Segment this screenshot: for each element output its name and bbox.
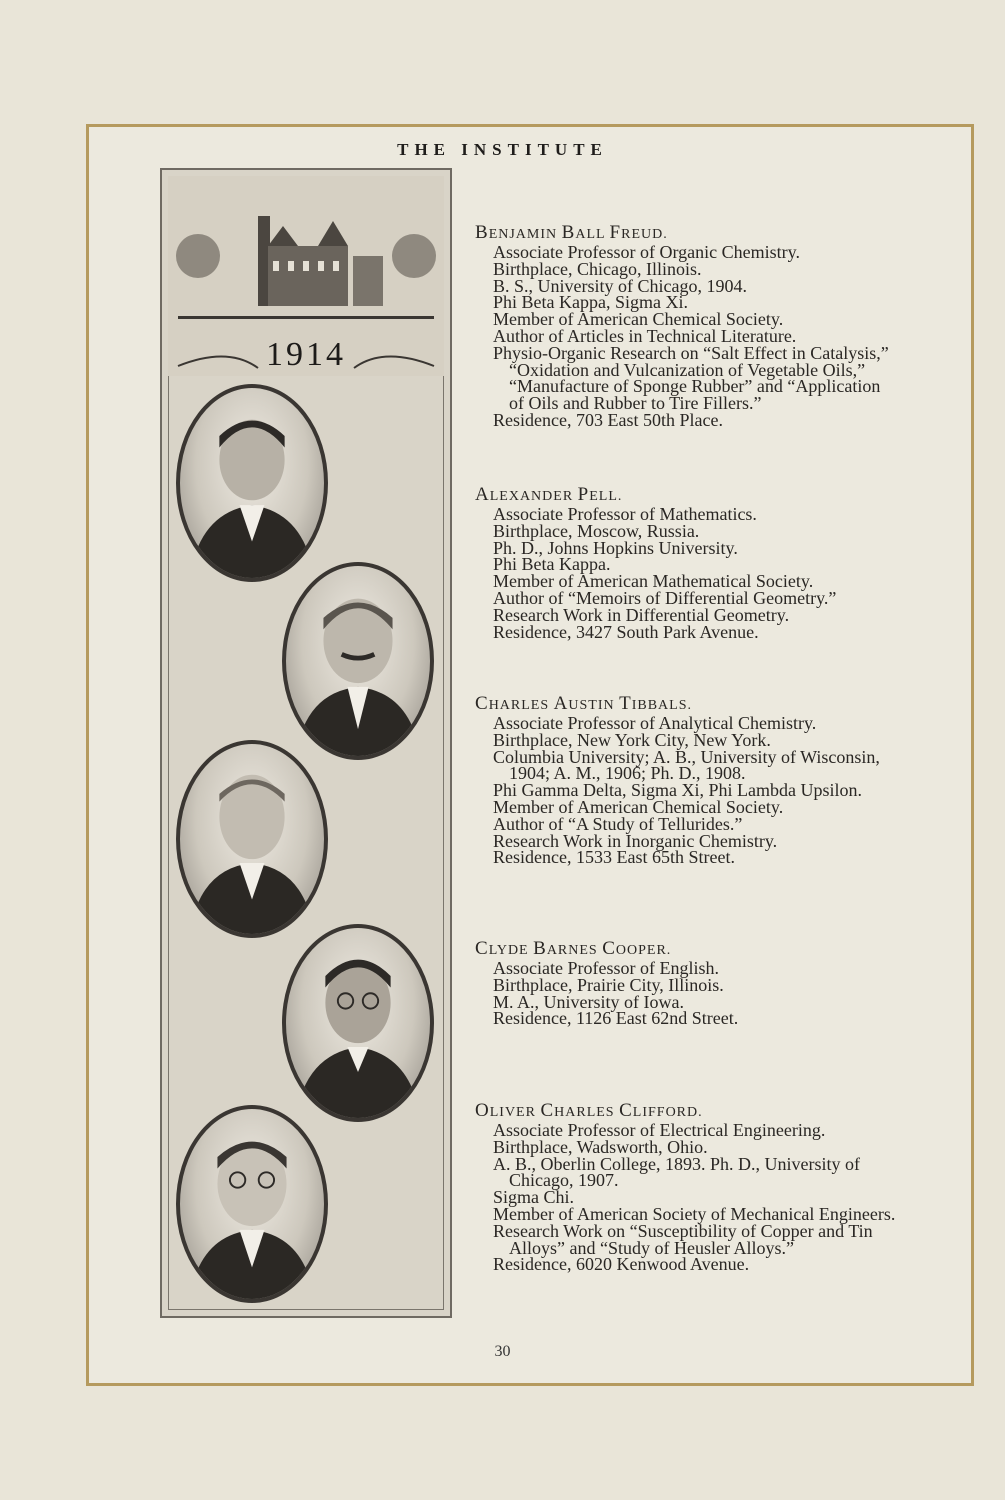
portrait-strip	[160, 168, 452, 1318]
entry-line: Research Work on “Susceptibility of Copper and Tin	[493, 1220, 873, 1241]
entry-line: Chicago, 1907.	[509, 1170, 619, 1191]
entry-line: Associate Professor of Mathematics.	[493, 504, 757, 524]
man-portrait-icon	[286, 566, 430, 756]
entry-name: CHARLES AUSTIN TIBBALS.	[475, 693, 693, 714]
entry-line: Author of Articles in Technical Literature.	[493, 325, 797, 346]
entry-line: Residence, 6020 Kenwood Avenue.	[493, 1254, 750, 1275]
year-label: 1914	[266, 336, 346, 373]
entry-line: Ph. D., Johns Hopkins University.	[493, 537, 738, 558]
entry-line: Member of American Chemical Society.	[493, 309, 784, 330]
page-number: 30	[494, 1343, 511, 1360]
entry-line: Research Work in Differential Geometry.	[493, 604, 790, 625]
entry-line: Member of American Society of Mechanical Engineers.	[493, 1203, 896, 1224]
entry-line: Physio-Organic Research on “Salt Effect in Catalysis,”	[493, 342, 889, 363]
entry-line: Author of “A Study of Tellurides.”	[493, 813, 743, 834]
entry-line: Phi Beta Kappa, Sigma Xi.	[493, 292, 688, 313]
entry-line: of Oils and Rubber to Tire Fillers.”	[509, 393, 762, 414]
campus-vignette	[168, 176, 444, 376]
portrait-tibbals	[176, 740, 328, 938]
entry-line: Phi Beta Kappa.	[493, 554, 611, 575]
entry-line: Associate Professor of English.	[493, 958, 719, 978]
entry-line: Birthplace, Chicago, Illinois.	[493, 258, 702, 279]
entry-line: Residence, 703 East 50th Place.	[493, 409, 723, 430]
running-head: THE INSTITUTE	[397, 140, 608, 159]
entry-line: Birthplace, Prairie City, Illinois.	[493, 974, 724, 995]
entry-line: “Oxidation and Vulcanization of Vegetable Oils,”	[509, 359, 866, 380]
entry-line: “Manufacture of Sponge Rubber” and “Application	[509, 376, 881, 397]
entry-line: Residence, 3427 South Park Avenue.	[493, 621, 759, 642]
man-portrait-icon	[180, 744, 324, 934]
entry-line: Residence, 1126 East 62nd Street.	[493, 1008, 739, 1029]
entry-pell	[475, 484, 895, 640]
entry-line: Birthplace, Wadsworth, Ohio.	[493, 1136, 708, 1157]
entry-name: ALEXANDER PELL.	[475, 484, 623, 505]
entry-line: 1904; A. M., 1906; Ph. D., 1908.	[509, 763, 746, 784]
entry-line: Birthplace, Moscow, Russia.	[493, 520, 700, 541]
entry-line: Columbia University; A. B., University of Wisconsin,	[493, 746, 880, 767]
entry-line: B. S., University of Chicago, 1904.	[493, 275, 747, 296]
entry-name: CLYDE BARNES COOPER.	[475, 938, 672, 959]
entry-line: Residence, 1533 East 65th Street.	[493, 847, 735, 868]
portrait-pell	[282, 562, 434, 760]
entry-line: Associate Professor of Organic Chemistry.	[493, 242, 800, 262]
entry-freud	[475, 222, 895, 429]
entry-line: Associate Professor of Electrical Engineering.	[493, 1120, 826, 1140]
man-portrait-icon	[286, 928, 430, 1118]
entry-line: Alloys” and “Study of Heusler Alloys.”	[509, 1237, 794, 1258]
entry-line: Research Work in Inorganic Chemistry.	[493, 830, 778, 851]
entry-tibbals	[475, 693, 895, 866]
entry-line: Member of American Chemical Society.	[493, 796, 784, 817]
man-portrait-icon	[180, 1109, 324, 1299]
entry-line: Author of “Memoirs of Differential Geometry.”	[493, 587, 837, 608]
entry-line: Phi Gamma Delta, Sigma Xi, Phi Lambda Upsilon.	[493, 780, 862, 801]
portrait-clifford	[176, 1105, 328, 1303]
entry-name: BENJAMIN BALL FREUD.	[475, 222, 668, 243]
portrait-cooper	[282, 924, 434, 1122]
entry-cooper	[475, 938, 895, 1027]
entry-line: Associate Professor of Analytical Chemistry.	[493, 713, 817, 733]
entry-line: Birthplace, New York City, New York.	[493, 729, 771, 750]
portrait-freud	[176, 384, 328, 582]
entry-name: OLIVER CHARLES CLIFFORD.	[475, 1100, 703, 1121]
entry-line: Member of American Mathematical Society.	[493, 571, 814, 592]
entry-line: M. A., University of Iowa.	[493, 991, 684, 1012]
man-portrait-icon	[180, 388, 324, 578]
entry-line: A. B., Oberlin College, 1893. Ph. D., University of	[493, 1153, 860, 1174]
entry-clifford	[475, 1100, 895, 1273]
entry-line: Sigma Chi.	[493, 1187, 575, 1208]
